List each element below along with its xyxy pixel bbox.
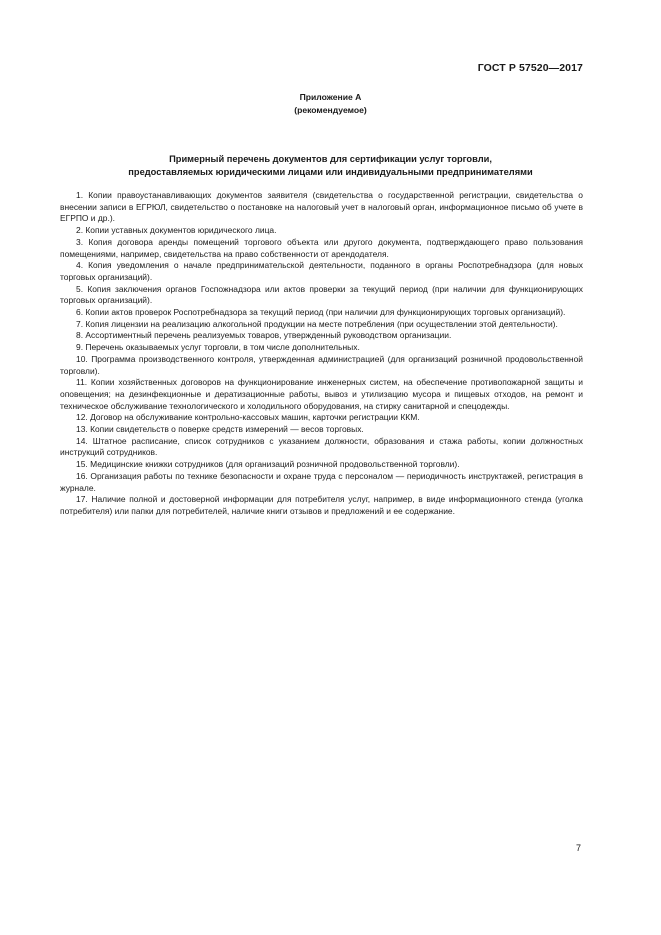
list-item: 3. Копия договора аренды помещений торгового объекта или другого документа, подтверждающего право пользования помещениями, например, свидетельства на право собственности от арендодателя.: [60, 236, 583, 259]
document-title-line-1: Примерный перечень документов для сертификации услуг торговли,: [169, 154, 492, 164]
list-item: 13. Копии свидетельств о поверке средств измерений — весов торговых.: [76, 424, 364, 435]
document-code: ГОСТ Р 57520—2017: [477, 62, 583, 74]
list-item: 7. Копия лицензии на реализацию алкогольной продукции на месте потребления (при осуществлении этой деятельности).: [76, 318, 558, 329]
list-item: 14. Штатное расписание, список сотрудников с указанием должности, образования и стажа работы, копии должностных инструкций сотрудников.: [60, 435, 583, 458]
list-item: 12. Договор на обслуживание контрольно-кассовых машин, карточки регистрации ККМ.: [76, 412, 420, 423]
list-item: 10. Программа производственного контроля, утвержденная администрацией (для организаций розничной продовольственной торговли).: [60, 353, 583, 376]
appendix-heading: [0, 91, 661, 117]
list-item: 9. Перечень оказываемых услуг торговли, в том числе дополнительных.: [76, 342, 360, 353]
document-title: [40, 153, 621, 178]
list-item: 4. Копия уведомления о начале предпринимательской деятельности, поданного в органы Роспотребнадзора (для новых торговых организаций).: [60, 260, 583, 282]
list-item: 17. Наличие полной и достоверной информации для потребителя услуг, например, в виде информационного стенда (уголка потребителя) или папки для потребителей, наличие книги отзывов и предложений и ее содержание.: [60, 494, 583, 516]
list-item: 1. Копии правоустанавливающих документов заявителя (свидетельства о государственной регистрации, свидетельства о внесении записи в ЕГРЮЛ, свидетельство о постановке на налоговый учет в налоговый орган, информационное письмо об учете в ЕГРПО и др.).: [60, 190, 583, 224]
list-item: 5. Копия заключения органов Госпожнадзора или актов проверки за текущий период (при наличии для функционирующих торговых организаций).: [60, 283, 583, 306]
appendix-title: Приложение А: [299, 92, 362, 102]
page-number: 7: [575, 843, 581, 853]
document-title-line-2: предоставляемых юридическими лицами или индивидуальными предпринимателями: [128, 166, 533, 177]
list-item: 16. Организация работы по технике безопасности и охране труда с персоналом — периодичность инструктажей, регистрация в журнале.: [60, 470, 583, 493]
list-item: 6. Копии актов проверок Роспотребнадзора за текущий период (при наличии для функционирующих торговых организаций).: [76, 307, 566, 318]
list-item: 11. Копии хозяйственных договоров на функционирование инженерных систем, на обеспечение противопожарной защиты и оповещения; на дезинфекционные и дератизационные работы, вывоз и утилизацию мусора и пищевых отходов, на ремонт и техническое обслуживание технологического и холодильного оборудования, на стирку санитарной и спецодежды.: [60, 377, 583, 411]
list-item: 15. Медицинские книжки сотрудников (для организаций розничной продовольственной торговли).: [76, 459, 460, 470]
list-item: 2. Копии уставных документов юридического лица.: [76, 225, 277, 236]
appendix-subtitle: (рекомендуемое): [294, 105, 367, 115]
document-list: [60, 190, 583, 518]
list-item: 8. Ассортиментный перечень реализуемых товаров, утвержденный руководством организации.: [76, 330, 452, 341]
